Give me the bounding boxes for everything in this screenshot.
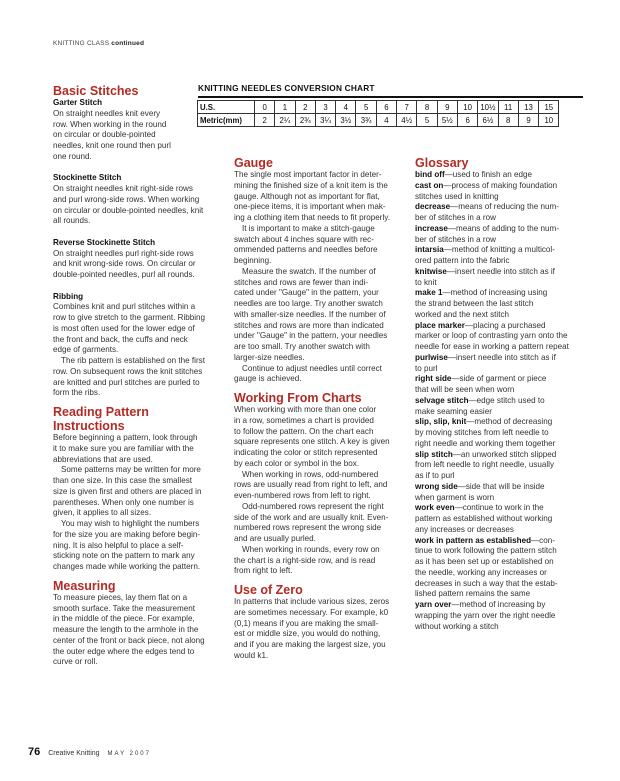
glossary-definition: ored pattern into the fabric bbox=[415, 256, 510, 265]
text-line: beginning. bbox=[234, 256, 272, 265]
text-line: with smaller-size needles. If the number of bbox=[234, 309, 386, 319]
text-line: given, it applies to all sizes. bbox=[53, 508, 152, 518]
glossary-line bbox=[415, 342, 595, 353]
text-line: square represents one stitch. A key is given bbox=[234, 437, 390, 447]
glossary-line bbox=[415, 579, 595, 590]
us-size-cell: 10 bbox=[457, 101, 477, 114]
glossary-definition: —continue to work in the bbox=[454, 503, 544, 513]
glossary-line bbox=[415, 611, 595, 622]
text-line: and purl wrong-side rows. When working bbox=[53, 194, 200, 204]
text-line: stitches and rows are fewer than indi- bbox=[234, 277, 369, 287]
glossary-definition: to purl bbox=[415, 363, 438, 373]
glossary-term: intarsia bbox=[415, 245, 444, 255]
glossary-term: right side bbox=[415, 374, 452, 384]
glossary-definition: the needle, working any increases or bbox=[415, 567, 547, 577]
text-line: by each color or symbol in the box. bbox=[234, 458, 360, 468]
working-from-charts-heading: Working From Charts bbox=[234, 391, 362, 405]
text-line: on circular or double-pointed needles, knit bbox=[53, 205, 204, 215]
glossary-term: increase bbox=[415, 223, 448, 233]
column-glossary bbox=[415, 156, 595, 632]
glossary-term: bind off bbox=[415, 170, 445, 179]
charts-text bbox=[234, 405, 406, 470]
glossary-line bbox=[415, 460, 595, 471]
text-line: and knit wrong-side rows. On circular or bbox=[53, 259, 196, 269]
text-line: and are usually purled. bbox=[234, 534, 316, 543]
charts-text-2 bbox=[234, 470, 406, 502]
text-line: changes made while working the pattern. bbox=[53, 562, 201, 571]
glossary-definition: when garment is worn bbox=[415, 492, 495, 502]
metric-size-cell: 5 bbox=[417, 114, 437, 127]
glossary-definition: tinue to work following the pattern stitch bbox=[415, 546, 557, 556]
text-line: numbered rows represent the wrong side bbox=[234, 523, 382, 533]
glossary-definition: —method of increasing by bbox=[451, 600, 546, 609]
text-line: To measure pieces, lay them flat on a bbox=[53, 592, 188, 602]
glossary-definition: —process of making foundation bbox=[443, 180, 558, 190]
glossary-definition: —used to finish an edge bbox=[444, 170, 532, 179]
text-line: in the middle of the piece. For example, bbox=[53, 614, 195, 624]
text-line: Odd-numbered rows represent the right bbox=[242, 501, 384, 511]
glossary-definition: from left needle to right needle, usually bbox=[415, 460, 555, 470]
zero-text bbox=[234, 597, 406, 662]
glossary-line bbox=[415, 622, 595, 633]
page-number: 76 bbox=[28, 746, 41, 758]
glossary-definition: as if to purl bbox=[415, 471, 455, 480]
text-line: gauge is achieved. bbox=[234, 374, 302, 384]
metric-size-cell: 2¼ bbox=[275, 114, 295, 127]
us-size-cell: 13 bbox=[518, 101, 538, 114]
us-size-cell: 8 bbox=[417, 101, 437, 114]
text-line: and if you are making the largest size, you bbox=[234, 640, 386, 649]
glossary-definition: lished pattern remains the same bbox=[415, 589, 531, 599]
text-line: You may wish to highlight the numbers bbox=[61, 519, 200, 528]
text-line: When working in rows, odd-numbered bbox=[242, 469, 379, 479]
glossary-definition: ber of stitches in a row bbox=[415, 234, 496, 244]
text-line: row to give stretch to the garment. Ribbing bbox=[53, 313, 206, 322]
glossary-definition: marker or loop of contrasting yarn onto the bbox=[415, 331, 568, 341]
glossary-line bbox=[415, 568, 595, 579]
glossary-line bbox=[415, 288, 595, 299]
glossary-line bbox=[415, 364, 595, 375]
text-line: under "Gauge" in the pattern, your needles bbox=[234, 331, 388, 341]
glossary-definition: right needle and working them together bbox=[415, 438, 556, 448]
measuring-heading: Measuring bbox=[53, 578, 116, 593]
glossary-definition: —side of garment or piece bbox=[451, 374, 547, 384]
glossary-list bbox=[415, 170, 595, 632]
glossary-line bbox=[415, 353, 595, 364]
glossary-line bbox=[415, 374, 595, 385]
use-of-zero-heading: Use of Zero bbox=[234, 583, 303, 597]
glossary-line bbox=[415, 299, 595, 310]
glossary-term: cast on bbox=[415, 180, 444, 190]
us-size-cell: 3 bbox=[315, 101, 335, 114]
glossary-term: work even bbox=[415, 503, 455, 513]
glossary-definition: —means of reducing the num- bbox=[450, 202, 559, 212]
basic-stitches-heading: Basic Stitches bbox=[53, 84, 139, 98]
metric-size-cell: 5½ bbox=[437, 114, 457, 127]
text-line: It is important to make a stitch-gauge bbox=[242, 223, 375, 233]
text-line: On straight needles knit every bbox=[53, 108, 161, 118]
metric-size-cell: 10 bbox=[539, 114, 559, 127]
glossary-line bbox=[415, 310, 595, 321]
gauge-text-3 bbox=[234, 267, 406, 364]
text-line: size is given first and others are placed in bbox=[53, 486, 202, 496]
text-line: est or middle size, you would do nothing, bbox=[234, 629, 381, 639]
text-line: When working with more than one color bbox=[234, 405, 377, 414]
conversion-chart-table bbox=[197, 100, 559, 127]
ribbing-text-2 bbox=[53, 356, 223, 399]
text-line: needles are too large. Try another swatch bbox=[234, 299, 383, 308]
text-line: Before beginning a pattern, look through bbox=[53, 433, 198, 442]
us-label: U.S. bbox=[198, 101, 255, 114]
gauge-heading: Gauge bbox=[234, 156, 273, 170]
charts-text-4 bbox=[234, 545, 406, 577]
us-size-cell: 4 bbox=[336, 101, 356, 114]
glossary-line bbox=[415, 503, 595, 514]
text-line: gauge. Although not as important for flat, bbox=[234, 191, 380, 201]
text-line: On straight needles knit right-side rows bbox=[53, 184, 193, 193]
glossary-definition: pattern as established without working bbox=[415, 514, 553, 523]
us-size-cell: 10½ bbox=[478, 101, 498, 114]
text-line: larger-size needles. bbox=[234, 352, 305, 362]
glossary-definition: —edge stitch used to bbox=[468, 395, 545, 405]
glossary-line bbox=[415, 170, 595, 181]
glossary-definition: decreases in such a way that the estab- bbox=[415, 578, 558, 588]
glossary-line bbox=[415, 224, 595, 235]
metric-size-cell: 4 bbox=[376, 114, 396, 127]
glossary-definition: any increases or decreases bbox=[415, 524, 514, 534]
text-line: are sometimes necessary. For example, k0 bbox=[234, 607, 389, 617]
us-size-row bbox=[198, 101, 559, 114]
glossary-line bbox=[415, 407, 595, 418]
text-line: mining the finished size of a knit item is the bbox=[234, 180, 388, 190]
glossary-definition: —placing a purchased bbox=[464, 320, 546, 330]
metric-size-cell: 6 bbox=[457, 114, 477, 127]
glossary-definition: —insert needle into stitch as if bbox=[447, 352, 556, 362]
text-line: row. On subsequent rows the knit stitches bbox=[53, 366, 203, 376]
glossary-line bbox=[415, 514, 595, 525]
chart-rule bbox=[198, 96, 583, 98]
text-line: ning. It is also helpful to place a self- bbox=[53, 540, 184, 550]
glossary-definition: —means of adding to the num- bbox=[447, 223, 559, 233]
glossary-term: yarn over bbox=[415, 600, 452, 609]
column-middle bbox=[234, 156, 406, 662]
glossary-definition: that will be seen when worn bbox=[415, 385, 515, 394]
glossary-line bbox=[415, 385, 595, 396]
glossary-definition: to knit bbox=[415, 277, 437, 287]
text-line: one round. bbox=[53, 151, 92, 161]
metric-size-cell: 2 bbox=[255, 114, 275, 127]
text-line: ommended patterns and needles before bbox=[234, 245, 378, 255]
text-line: even-numbered rows from left to right. bbox=[234, 491, 371, 500]
glossary-term: slip, slip, knit bbox=[415, 417, 467, 427]
glossary-line bbox=[415, 536, 595, 547]
metric-size-cell: 3½ bbox=[336, 114, 356, 127]
glossary-line bbox=[415, 589, 595, 600]
text-line: smooth surface. Take the measurement bbox=[53, 603, 196, 613]
text-line: Combines knit and purl stitches within a bbox=[53, 302, 196, 312]
magazine-name: Creative Knitting bbox=[48, 750, 100, 757]
text-line: the outer edge where the edges tend to bbox=[53, 646, 195, 656]
header-section: KNITTING CLASS bbox=[53, 40, 110, 47]
glossary-line bbox=[415, 525, 595, 536]
metric-size-cell: 3¼ bbox=[315, 114, 335, 127]
text-line: swatch about 4 inches square with rec- bbox=[234, 234, 374, 244]
reading-text-3 bbox=[53, 519, 223, 573]
glossary-definition: —method of increasing using bbox=[442, 288, 548, 298]
us-size-cell: 6 bbox=[376, 101, 396, 114]
text-line: side of the work and are usually knit. Even- bbox=[234, 512, 389, 522]
glossary-definition: stitches used in knitting bbox=[415, 191, 499, 201]
glossary-line bbox=[415, 557, 595, 568]
us-size-cell: 0 bbox=[255, 101, 275, 114]
column-left bbox=[53, 84, 223, 668]
garter-heading: Garter Stitch bbox=[53, 98, 103, 107]
us-size-cell: 1 bbox=[275, 101, 295, 114]
glossary-line bbox=[415, 213, 595, 224]
text-line: one-piece items, it is important when mak- bbox=[234, 202, 386, 212]
glossary-definition: —an unworked stitch slipped bbox=[452, 449, 557, 459]
text-line: stitches and rows are more than indicated bbox=[234, 320, 384, 330]
text-line: indicating the color or stitch represented bbox=[234, 448, 378, 457]
text-line: When working in rounds, every row on bbox=[242, 544, 380, 554]
measuring-text bbox=[53, 593, 223, 668]
text-line: to follow the pattern. On the chart each bbox=[234, 426, 374, 436]
text-line: the front and back, the cuffs and neck bbox=[53, 334, 188, 344]
glossary-definition: —side that will be inside bbox=[457, 481, 545, 491]
running-header bbox=[53, 40, 144, 47]
gauge-text-2 bbox=[234, 224, 406, 267]
glossary-line bbox=[415, 546, 595, 557]
text-line: The single most important factor in deter- bbox=[234, 170, 382, 179]
reverse-stockinette-text bbox=[53, 249, 223, 281]
glossary-line bbox=[415, 202, 595, 213]
reverse-stockinette-heading: Reverse Stockinette Stitch bbox=[53, 237, 156, 247]
metric-size-row bbox=[198, 114, 559, 127]
metric-size-cell: 8 bbox=[498, 114, 518, 127]
reading-pattern-heading: Reading Pattern Instructions bbox=[53, 405, 149, 433]
text-line: it to make sure you are familiar with the bbox=[53, 443, 194, 453]
glossary-line bbox=[415, 256, 595, 267]
text-line: is most often used for the lower edge of bbox=[53, 323, 195, 333]
glossary-line bbox=[415, 396, 595, 407]
glossary-definition: —method of decreasing bbox=[466, 417, 553, 427]
text-line: Measure the swatch. If the number of bbox=[242, 266, 376, 276]
text-line: Continue to adjust needles until correct bbox=[242, 363, 382, 373]
metric-size-cell: 2¾ bbox=[295, 114, 315, 127]
us-size-cell: 15 bbox=[539, 101, 559, 114]
us-size-cell: 2 bbox=[295, 101, 315, 114]
glossary-definition: —con- bbox=[531, 535, 555, 545]
metric-size-cell: 9 bbox=[518, 114, 538, 127]
ribbing-text bbox=[53, 302, 223, 356]
issue-date: MAY 2007 bbox=[107, 751, 151, 757]
reading-text-2 bbox=[53, 465, 223, 519]
text-line: are knitted and purl stitches are purled to bbox=[53, 377, 200, 387]
glossary-line bbox=[415, 331, 595, 342]
metric-label: Metric(mm) bbox=[198, 114, 255, 127]
glossary-definition: as it has been set up or established on bbox=[415, 557, 554, 566]
glossary-definition: make seaming easier bbox=[415, 406, 492, 416]
glossary-definition: —method of knitting a multicol- bbox=[443, 245, 555, 255]
header-label: continued bbox=[111, 40, 145, 47]
glossary-line bbox=[415, 267, 595, 278]
glossary-line bbox=[415, 482, 595, 493]
glossary-definition: ber of stitches in a row bbox=[415, 213, 496, 222]
glossary-term: slip stitch bbox=[415, 449, 453, 459]
glossary-line bbox=[415, 235, 595, 246]
glossary-line bbox=[415, 439, 595, 450]
glossary-line bbox=[415, 600, 595, 611]
glossary-definition: worked and the next stitch bbox=[415, 309, 510, 319]
glossary-definition: by moving stitches from left needle to bbox=[415, 428, 549, 437]
glossary-definition: without working a stitch bbox=[415, 621, 499, 631]
stockinette-text bbox=[53, 184, 223, 227]
glossary-definition: needle for ease in working a pattern repeat bbox=[415, 342, 569, 351]
text-line: are too small. Try another swatch with bbox=[234, 342, 370, 351]
text-line: Some patterns may be written for more bbox=[61, 465, 201, 475]
glossary-line bbox=[415, 450, 595, 461]
glossary-definition: —insert needle into stitch as if bbox=[446, 266, 555, 276]
us-size-cell: 9 bbox=[437, 101, 457, 114]
glossary-term: place marker bbox=[415, 320, 465, 330]
glossary-definition: wrapping the yarn over the right needle bbox=[415, 610, 556, 620]
text-line: on circular or double-pointed bbox=[53, 130, 156, 140]
metric-size-cell: 4½ bbox=[397, 114, 417, 127]
text-line: than one size. In this case the smallest bbox=[53, 476, 193, 485]
text-line: measure the length to the armhole in the bbox=[53, 625, 199, 634]
text-line: edge of garments. bbox=[53, 345, 119, 355]
gauge-text bbox=[234, 170, 406, 224]
text-line: The rib pattern is established on the first bbox=[61, 356, 205, 365]
glossary-definition: the strand between the last stitch bbox=[415, 299, 534, 308]
reading-text bbox=[53, 433, 223, 465]
glossary-term: make 1 bbox=[415, 288, 443, 298]
glossary-line bbox=[415, 245, 595, 256]
stockinette-heading: Stockinette Stitch bbox=[53, 173, 122, 183]
text-line: the chart is a right-side row, and is read bbox=[234, 555, 376, 565]
text-line: In patterns that include various sizes, zeros bbox=[234, 597, 390, 606]
us-size-cell: 11 bbox=[498, 101, 518, 114]
text-line: for the size you are making before begin- bbox=[53, 529, 201, 539]
ribbing-heading: Ribbing bbox=[53, 291, 84, 301]
glossary-term: selvage stitch bbox=[415, 395, 469, 405]
text-line: sticking note on the pattern to mark any bbox=[53, 551, 195, 561]
glossary-line bbox=[415, 181, 595, 192]
us-size-cell: 7 bbox=[397, 101, 417, 114]
text-line: curve or roll. bbox=[53, 657, 98, 667]
text-line: would k1. bbox=[234, 650, 269, 660]
gauge-text-4 bbox=[234, 364, 406, 386]
glossary-line bbox=[415, 278, 595, 289]
text-line: rows are usually read from right to left, and bbox=[234, 480, 388, 490]
page-footer bbox=[28, 746, 151, 758]
glossary-term: purlwise bbox=[415, 352, 448, 362]
text-line: cated under "Gauge" in the pattern, your bbox=[234, 288, 379, 298]
text-line: in a row, sometimes a chart is provided bbox=[234, 415, 374, 425]
text-line: center of the front or back piece, not along bbox=[53, 635, 205, 645]
us-size-cell: 5 bbox=[356, 101, 376, 114]
text-line: row. When working in the round bbox=[53, 119, 167, 129]
glossary-heading: Glossary bbox=[415, 156, 469, 170]
glossary-term: wrong side bbox=[415, 481, 458, 491]
glossary-term: decrease bbox=[415, 202, 451, 212]
text-line: from right to left. bbox=[234, 566, 293, 576]
text-line: parentheses. When only one number is bbox=[53, 497, 194, 507]
text-line: form the ribs. bbox=[53, 388, 101, 398]
conversion-chart-title: KNITTING NEEDLES CONVERSION CHART bbox=[198, 83, 375, 93]
metric-size-cell: 6½ bbox=[478, 114, 498, 127]
text-line: double-pointed needles, purl all rounds. bbox=[53, 270, 195, 279]
text-line: ing a clothing item that needs to fit properly. bbox=[234, 213, 390, 222]
text-line: On straight needles purl right-side rows bbox=[53, 248, 194, 258]
text-line: (0,1) means if you are making the small- bbox=[234, 618, 379, 628]
text-line: abbreviations that are used. bbox=[53, 454, 153, 464]
glossary-line bbox=[415, 417, 595, 428]
glossary-line bbox=[415, 471, 595, 482]
glossary-line bbox=[415, 321, 595, 332]
glossary-term: work in pattern as established bbox=[415, 535, 532, 545]
glossary-line bbox=[415, 428, 595, 439]
glossary-line bbox=[415, 493, 595, 504]
text-line: all rounds. bbox=[53, 216, 91, 226]
metric-size-cell: 3¾ bbox=[356, 114, 376, 127]
text-line: needles, knit one round then purl bbox=[53, 141, 171, 150]
glossary-term: knitwise bbox=[415, 266, 447, 276]
glossary-line bbox=[415, 192, 595, 203]
charts-text-3 bbox=[234, 502, 406, 545]
